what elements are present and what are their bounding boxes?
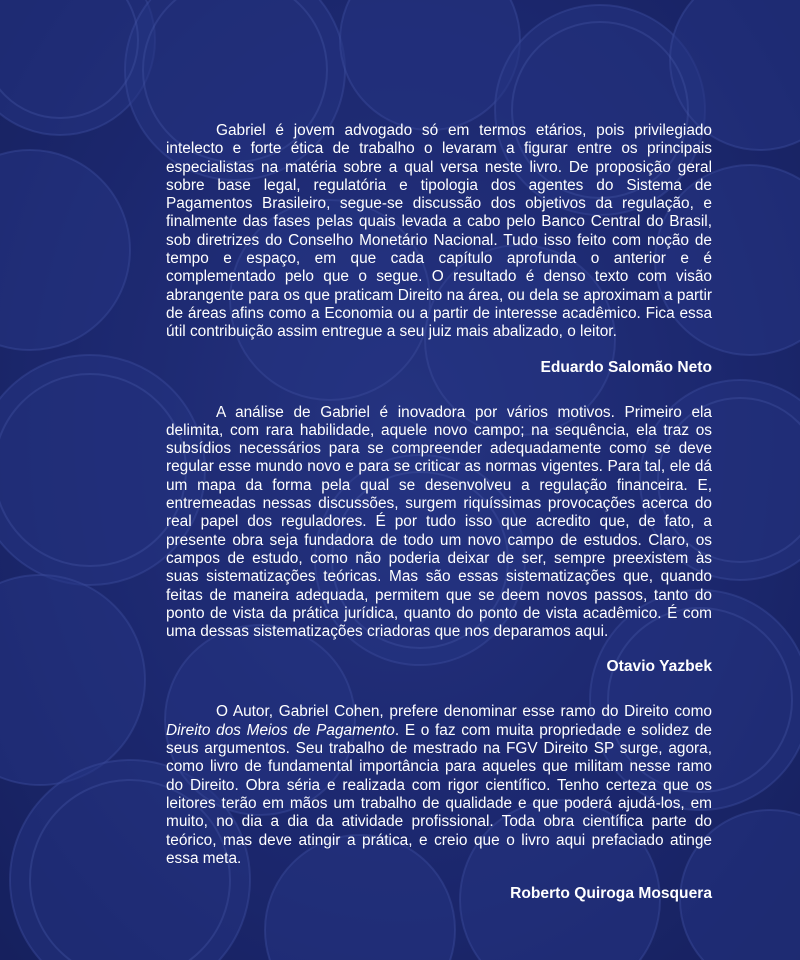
endorsement-text-3-start: O Autor, Gabriel Cohen, prefere denominar esse ramo do Direito como <box>216 703 712 721</box>
endorsement-text-3 <box>166 703 712 868</box>
endorsement-text-3-italic-title: Direito dos Meios de Pagamento <box>166 721 395 739</box>
endorsement-author-2: Otavio Yazbek <box>606 658 712 676</box>
endorsement-author-3: Roberto Quiroga Mosquera <box>510 885 712 903</box>
endorsements <box>166 122 712 930</box>
endorsement-text-3-end: . E o faz com muita propriedade e solidez de seus argumentos. Seu trabalho de mestrado na FGV Direito SP surge, agora, como livro de fundamental importância para aqueles que militam nesse ramo do Direito. Obra séria e realizada com rigor científico. Tenho certeza que os leitores terão em mãos um trabalho de qualidade e que poderá ajudá-los, em muito, no dia a dia da atividade profissional. Toda obra científica parte do teórico, mas deve atingir a prática, e creio que o livro aqui prefaciado atinge essa meta. <box>166 721 712 867</box>
endorsement-text-2: A análise de Gabriel é inovadora por vários motivos. Primeiro ela delimita, com rara habilidade, aquele novo campo; na sequência, ela traz os subsídios necessários para se compreender adequadamente como se deve regular esse mundo novo e para se criticar as normas vigentes. Para tal, ele dá um mapa da forma pela qual se desenvolveu a regulação financeira. E, entremeadas nessas discussões, surgem riquíssimas provocações acerca do real papel dos reguladores. É por tudo isso que acredito que, de fato, a presente obra seja fundadora de todo um novo campo de estudos. Claro, os campos de estudo, como não poderia deixar de ser, sempre preexistem às suas sistematizações teóricas. Mas são essas sistematizações que, quando feitas de maneira adequada, permitem que se deem novos passos, tanto do ponto de vista da prática jurídica, quanto do ponto de vista acadêmico. É com uma dessas sistematizações criadoras que nos deparamos aqui. <box>166 403 712 641</box>
endorsement-author-1: Eduardo Salomão Neto <box>540 358 712 376</box>
endorsement-text-1: Gabriel é jovem advogado só em termos etários, pois privilegiado intelecto e forte ética de trabalho o levaram a figurar entre os principais especialistas na matéria sobre a qual versa neste livro. De proposição geral sobre base legal, regulatória e tipologia dos agentes do Sistema de Pagamentos Brasileiro, segue-se discussão dos objetivos da regulação, e finalmente das fases pelas quais levada a cabo pelo Banco Central do Brasil, sob diretrizes do Conselho Monetário Nacional. Tudo isso feito com noção de tempo e espaço, em que cada capítulo aprofunda o anterior e é complementado pelo que o segue. O resultado é denso texto com visão abrangente para os que praticam Direito na área, ou dela se aproximam a partir de áreas afins como a Economia ou a partir de interesse acadêmico. Fica essa útil contribuição assim entregue a seu juiz mais abalizado, o leitor. <box>166 122 712 341</box>
